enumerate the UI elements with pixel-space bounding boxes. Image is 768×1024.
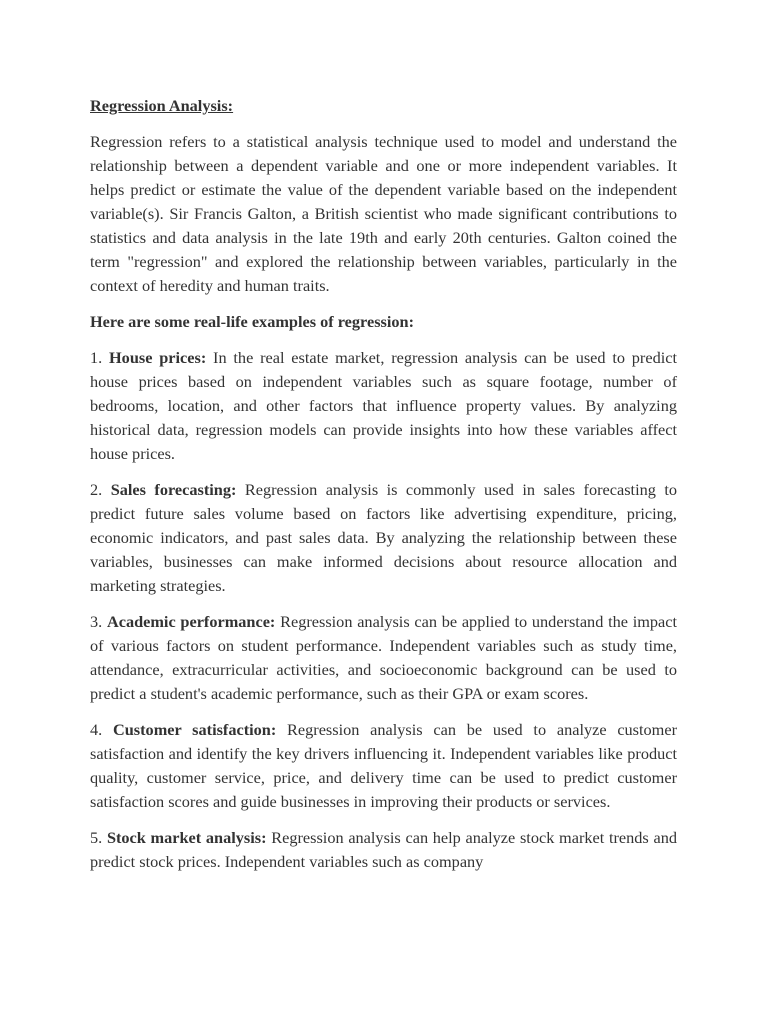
example-number: 4. [90, 720, 103, 739]
example-title: Stock market analysis: [106, 828, 267, 847]
example-text: Regression analysis is commonly used in sales forecasting to predict future sales volume based on factors like advertising expenditure, pricing, economic indicators, and past sales data. By analyzing the relationship between these variables, businesses can make informed decisions about resource allocation and marketing strategies. [90, 480, 678, 595]
example-item-customer-satisfaction [90, 718, 677, 814]
example-item-house-prices [90, 346, 677, 466]
example-number: 5. [90, 828, 103, 847]
example-title: Academic performance: [106, 612, 276, 631]
example-title: Customer satisfaction: [112, 720, 277, 739]
example-item-academic-performance [90, 610, 677, 706]
example-item-stock-market-analysis [90, 826, 677, 874]
example-text: In the real estate market, regression analysis can be used to predict house prices based on independent variables such as square footage, number of bedrooms, location, and other factors that influence property values. By analyzing historical data, regression models can provide insights into how these variables affect house prices. [90, 348, 677, 463]
document-page [90, 94, 677, 886]
document-heading: Regression Analysis: [90, 96, 234, 115]
example-number: 3. [90, 612, 103, 631]
example-number: 1. [90, 348, 103, 367]
examples-heading: Here are some real-life examples of regression: [90, 312, 415, 331]
intro-paragraph: Regression refers to a statistical analysis technique used to model and understand the relationship between a dependent variable and one or more independent variables. It helps predict or estimate the value of the dependent variable based on the independent variable(s). Sir Francis Galton, a British scientist who made significant contributions to statistics and data analysis in the late 19th and early 20th centuries. Galton coined the term "regression" and explored the relationship between variables, particularly in the context of heredity and human traits. [90, 132, 677, 295]
example-text: Regression analysis can be applied to understand the impact of various factors on student performance. Independent variables such as study time, attendance, extracurricular activities, and socioeconomic background can be used to predict a student's academic performance, such as their GPA or exam scores. [90, 612, 678, 703]
example-title: Sales forecasting: [110, 480, 237, 499]
example-item-sales-forecasting [90, 478, 677, 598]
example-number: 2. [90, 480, 103, 499]
example-text: Regression analysis can help analyze stock market trends and predict stock prices. Independent variables such as company [90, 828, 677, 871]
example-title: House prices: [109, 348, 207, 367]
example-text: Regression analysis can be used to analyze customer satisfaction and identify the key drivers influencing it. Independent variables like product quality, customer service, price, and delivery time can be used to predict customer satisfaction scores and guide businesses in improving their products or services. [90, 720, 677, 811]
